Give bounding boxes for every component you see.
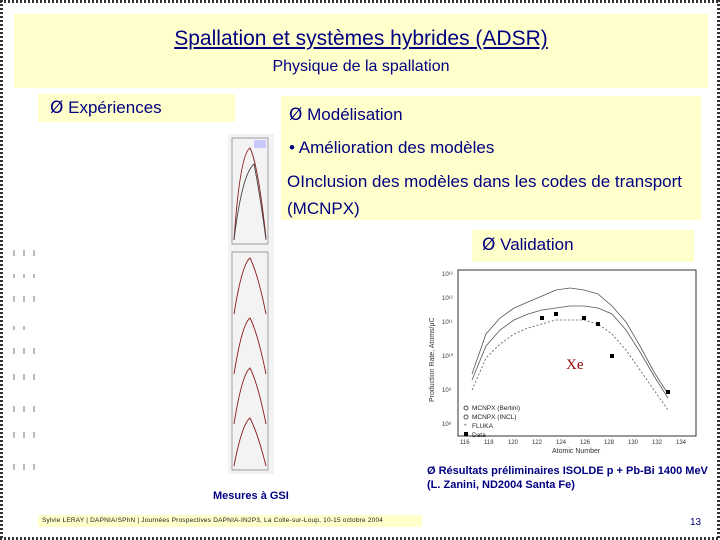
inclusion-label: Inclusion des modèles dans les codes de transport (MCNPX) <box>287 172 683 218</box>
circle-bullet-icon: O <box>287 172 301 191</box>
plot-y-tick: 10⁹ <box>442 388 452 394</box>
modelisation-label: Modélisation <box>307 105 403 124</box>
legend-fluka: FLUKA <box>472 423 493 430</box>
modelisation-box <box>281 96 701 220</box>
plot-y-axis-label: Production Rate, Atoms/μC <box>429 317 436 402</box>
data-point <box>540 316 544 320</box>
slide-header <box>14 14 708 88</box>
arrow-bullet-icon: Ø <box>50 98 64 118</box>
experiences-bullet <box>50 98 162 118</box>
gsi-caption: Mesures à GSI <box>213 490 289 502</box>
frame-left-border <box>0 0 3 540</box>
frame-top-border <box>0 0 720 3</box>
plot-y-tick: 10⁸ <box>442 422 452 428</box>
plot-y-tick: 10¹¹ <box>442 320 453 326</box>
plot-x-tick: 116 <box>460 440 470 446</box>
page-number: 13 <box>690 517 702 528</box>
arrow-bullet-icon: Ø <box>289 105 303 125</box>
experiment-thumbnails-image <box>8 240 42 480</box>
svg-text:*: * <box>464 423 467 430</box>
plot-x-tick: 128 <box>604 440 615 446</box>
plot-x-tick: 130 <box>628 440 639 446</box>
plot-x-tick: 118 <box>484 440 494 446</box>
validation-label: Validation <box>500 235 574 254</box>
experiences-label: Expériences <box>68 98 162 117</box>
plot-x-tick: 132 <box>652 440 663 446</box>
xe-production-plot <box>422 262 706 456</box>
modelisation-bullet <box>289 105 403 125</box>
data-point <box>582 316 586 320</box>
data-point <box>554 312 558 316</box>
plot-x-tick: 124 <box>556 440 567 446</box>
plot-y-tick: 10¹⁰ <box>442 354 454 360</box>
data-point <box>610 354 614 358</box>
amelioration-bullet <box>289 138 494 158</box>
arrow-bullet-icon: Ø <box>482 235 496 255</box>
legend-data: Data <box>472 432 486 439</box>
gsi-spectra-image <box>228 134 274 474</box>
plot-y-tick: 10¹² <box>442 296 453 302</box>
data-point <box>596 322 600 326</box>
dot-bullet-icon: • <box>289 138 295 157</box>
slide-subtitle: Physique de la spallation <box>272 58 450 75</box>
plot-x-tick: 122 <box>532 440 543 446</box>
legend-mcnpx-bertini: MCNPX (Bertini) <box>472 405 521 412</box>
plot-x-tick: 134 <box>676 440 687 446</box>
slide-title: Spallation et systèmes hybrides (ADSR) <box>174 27 548 50</box>
legend-mcnpx-incl: MCNPX (INCL) <box>472 414 517 421</box>
experiences-box <box>38 94 235 122</box>
plot-x-tick: 120 <box>508 440 519 446</box>
inclusion-bullet <box>287 168 697 222</box>
plot-x-axis-label: Atomic Number <box>552 448 601 455</box>
validation-box <box>472 230 694 262</box>
results-note: Ø Résultats préliminaires ISOLDE p + Pb-Bi 1400 MeV (L. Zanini, ND2004 Santa Fe) <box>427 465 708 491</box>
validation-bullet <box>482 235 574 255</box>
amelioration-label: Amélioration des modèles <box>298 138 495 157</box>
data-point <box>666 390 670 394</box>
plot-element-label: Xe <box>566 357 584 373</box>
plot-x-tick: 126 <box>580 440 591 446</box>
plot-y-tick: 10¹³ <box>442 272 453 278</box>
footer-text: Sylvie LERAY | DAPNIA/SPhN | Journées Prospectives DAPNIA-IN2P3, La Colle-sur-Loup, 10-15 octobre 2004 <box>42 517 384 524</box>
